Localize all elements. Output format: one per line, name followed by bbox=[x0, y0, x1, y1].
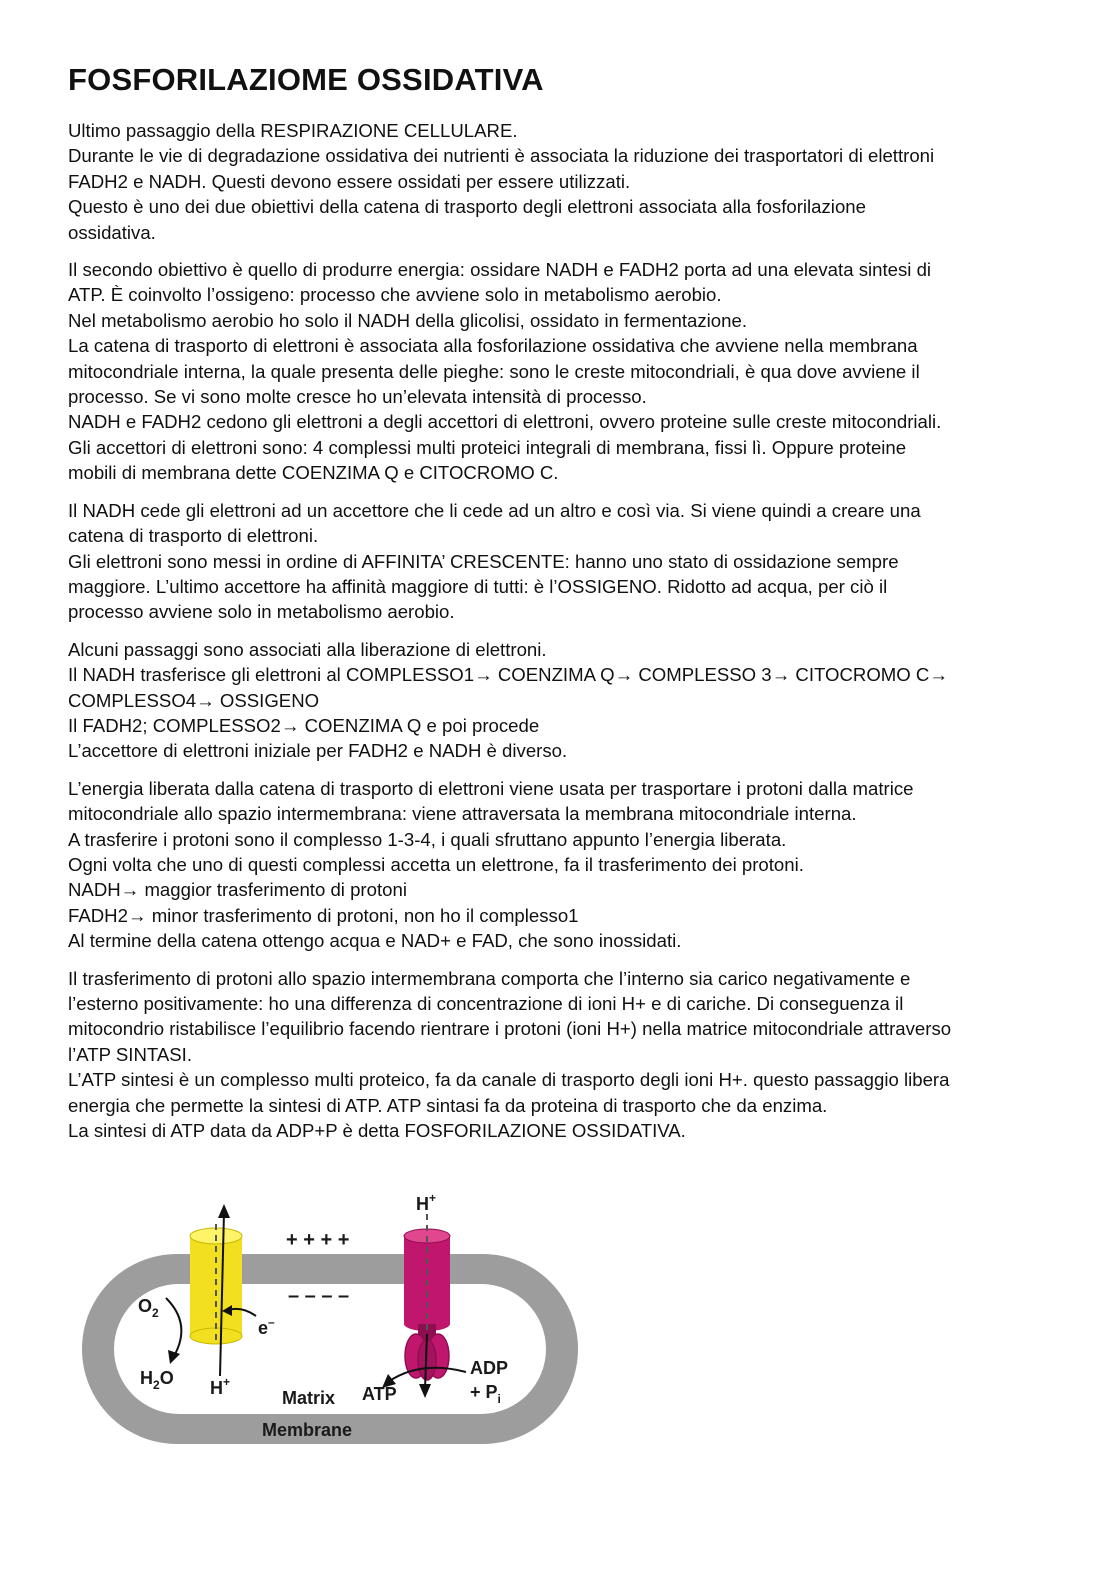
text-line: mitocondrio ristabilisce l’equilibrio facendo rientrare i protoni (ioni H+) nella matrice mitocondriale attraverso bbox=[68, 1018, 952, 1040]
text-line: mobili di membrana dette COENZIMA Q e CITOCROMO C. bbox=[68, 462, 559, 484]
electron-label: e– bbox=[258, 1315, 275, 1338]
text-line: Alcuni passaggi sono associati alla liberazione di elettroni. bbox=[68, 638, 547, 660]
atp-label: ATP bbox=[362, 1384, 397, 1404]
text-line: L’ATP sintesi è un complesso multi proteico, fa da canale di trasporto degli ioni H+. questo passaggio libera bbox=[68, 1069, 950, 1091]
text-line: energia che permette la sintesi di ATP. ATP sintasi fa da proteina di trasporto che da enzima. bbox=[68, 1094, 828, 1116]
text-line: L’energia liberata dalla catena di trasporto di elettroni viene usata per trasportare i protoni dalla matrice bbox=[68, 777, 914, 799]
text-line: Ogni volta che uno di questi complessi accetta un elettrone, fa il trasferimento dei protoni. bbox=[68, 853, 804, 875]
text-line: l’esterno positivamente: ho una differenza di concentrazione di ioni H+ e di cariche. Di conseguenza il bbox=[68, 993, 904, 1014]
document-page bbox=[68, 62, 1058, 1155]
text-line: Il trasferimento di protoni allo spazio intermembrana comporta che l’interno sia carico negativamente e bbox=[68, 967, 911, 989]
text-line: Gli elettroni sono messi in ordine di AFFINITA’ CRESCENTE: hanno uno stato di ossidazione sempre bbox=[68, 550, 899, 572]
paragraph bbox=[68, 966, 1058, 1144]
text-line: Nel metabolismo aerobio ho solo il NADH della glicolisi, ossidato in fermentazione. bbox=[68, 309, 747, 331]
document-title: FOSFORILAZIOME OSSIDATIVA bbox=[68, 62, 544, 97]
text-line: FADH2→ minor trasferimento di protoni, non ho il complesso1 bbox=[68, 904, 579, 926]
paragraph bbox=[68, 257, 1058, 486]
text-line: Il secondo obiettivo è quello di produrre energia: ossidare NADH e FADH2 porta ad una elevata sintesi di bbox=[68, 259, 932, 281]
proton-arrow-up-head bbox=[218, 1204, 230, 1218]
text-line: ATP. È coinvolto l’ossigeno: processo che avviene solo in metabolismo aerobio. bbox=[68, 284, 722, 306]
text-line: mitocondriale allo spazio intermembrana: viene attraversata la membrana mitocondriale interna. bbox=[68, 803, 857, 825]
text-line: ossidativa. bbox=[68, 221, 156, 243]
oxidative-phosphorylation-figure bbox=[70, 1184, 590, 1454]
o2-label: $O_2$ bbox=[138, 1296, 159, 1320]
pi-label: + $P_i$ bbox=[470, 1382, 501, 1406]
text-line: l’ATP SINTASI. bbox=[68, 1043, 192, 1065]
text-line: processo. Se vi sono molte cresce ho un’elevata intensità di processo. bbox=[68, 386, 647, 408]
figure-svg bbox=[70, 1184, 590, 1454]
matrix-label: Matrix bbox=[282, 1388, 336, 1408]
paragraph bbox=[68, 498, 1058, 625]
text-line: L’accettore di elettroni iniziale per FADH2 e NADH è diverso. bbox=[68, 740, 568, 762]
text-line: Questo è uno dei due obiettivi della catena di trasporto degli elettroni associata alla fosforilazione bbox=[68, 196, 866, 218]
paragraph bbox=[68, 118, 1058, 245]
text-line: A trasferire i protoni sono il complesso 1-3-4, i quali sfruttano appunto l’energia liberata. bbox=[68, 828, 787, 850]
proton-left-label: H+ bbox=[210, 1375, 231, 1398]
text-line: Il NADH cede gli elettroni ad un accettore che li cede ad un altro e così via. Si viene quindi a creare una bbox=[68, 499, 921, 521]
text-line: COMPLESSO4→ OSSIGENO bbox=[68, 689, 320, 711]
plus-signs: + + + + bbox=[286, 1229, 350, 1251]
text-line: Durante le vie di degradazione ossidativa dei nutrienti è associata la riduzione dei trasportatori di elettroni bbox=[68, 145, 935, 167]
h2o-label: $H_2O$ bbox=[140, 1368, 174, 1392]
text-line: Ultimo passaggio della RESPIRAZIONE CELLULARE. bbox=[68, 120, 518, 141]
text-line: mitocondriale interna, la quale presenta delle pieghe: sono le creste mitocondriali, è qua dove avviene il bbox=[68, 360, 920, 382]
text-line: Gli accettori di elettroni sono: 4 complessi multi proteici integrali di membrana, fissi lì. Oppure proteine bbox=[68, 436, 907, 458]
text-line: Il FADH2; COMPLESSO2→ COENZIMA Q e poi procede bbox=[68, 714, 540, 736]
text-line: NADH e FADH2 cedono gli elettroni a degli accettori di elettroni, ovvero proteine sulle creste mitocondriali. bbox=[68, 411, 942, 433]
text-line: Al termine della catena ottengo acqua e NAD+ e FAD, che sono inossidati. bbox=[68, 930, 682, 952]
membrane-label: Membrane bbox=[262, 1420, 353, 1440]
text-line: NADH→ maggior trasferimento di protoni bbox=[68, 879, 407, 901]
text-line: maggiore. L’ultimo accettore ha affinità maggiore di tutti: è l’OSSIGENO. Ridotto ad acqua, per ciò il bbox=[68, 575, 888, 597]
proton-top-label: H+ bbox=[416, 1191, 437, 1214]
text-line: catena di trasporto di elettroni. bbox=[68, 525, 319, 547]
paragraph bbox=[68, 637, 1058, 764]
text-line: La catena di trasporto di elettroni è associata alla fosforilazione ossidativa che avviene nella membrana bbox=[68, 335, 918, 357]
text-line: processo avviene solo in metabolismo aerobio. bbox=[68, 601, 455, 623]
paragraph bbox=[68, 776, 1058, 954]
minus-signs: – – – – bbox=[288, 1285, 350, 1307]
text-line: Il NADH trasferisce gli elettroni al COMPLESSO1→ COENZIMA Q→ COMPLESSO 3→ CITOCROMO C→ bbox=[68, 664, 948, 686]
electron-transport-complex bbox=[190, 1224, 242, 1344]
text-line: La sintesi di ATP data da ADP+P è detta FOSFORILAZIONE OSSIDATIVA. bbox=[68, 1120, 686, 1142]
adp-label: ADP bbox=[470, 1358, 509, 1378]
text-line: FADH2 e NADH. Questi devono essere ossidati per essere utilizzati. bbox=[68, 170, 631, 192]
document-body bbox=[68, 118, 1058, 1143]
